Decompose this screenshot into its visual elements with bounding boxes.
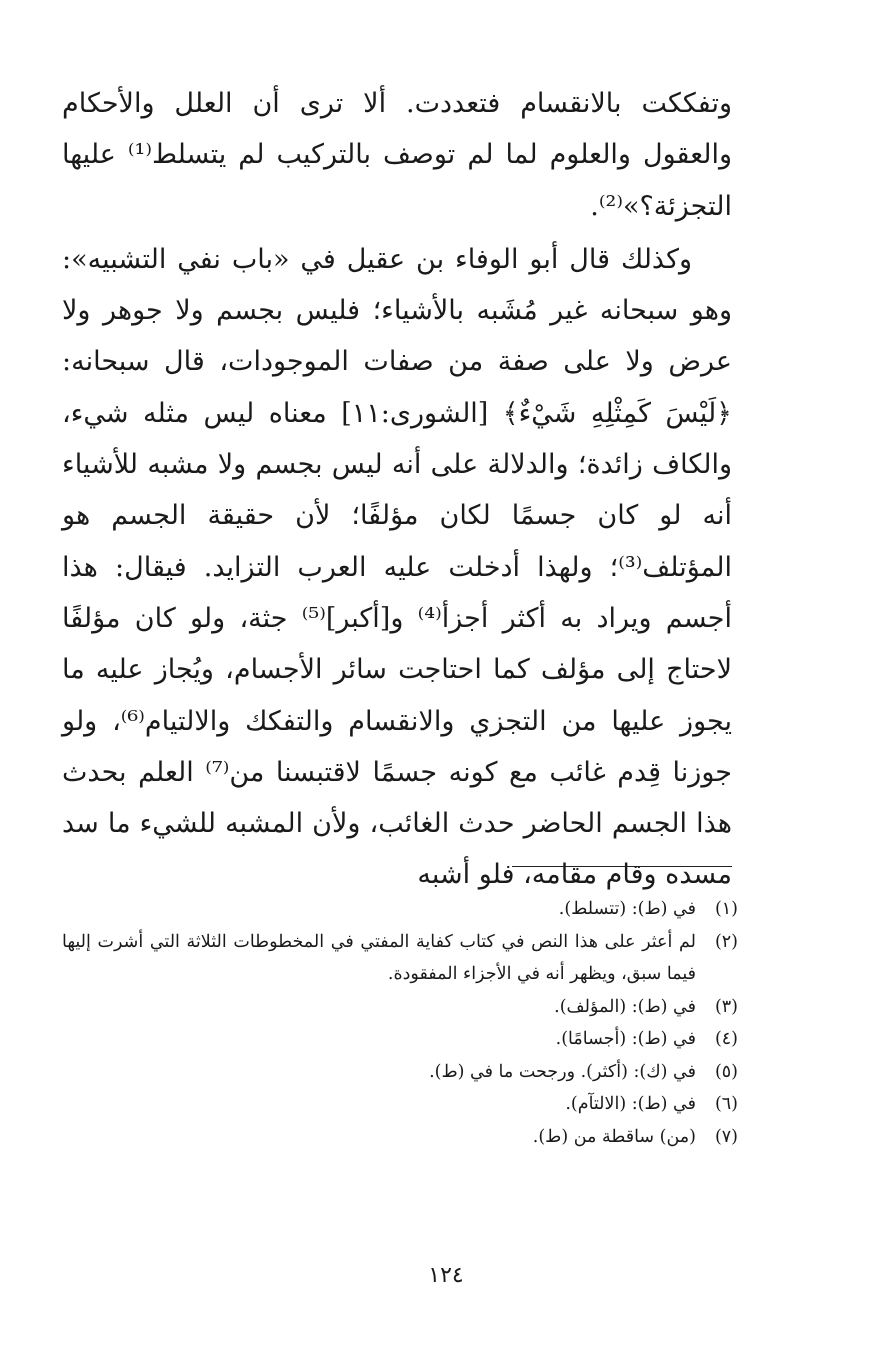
paragraph-2: وكذلك قال أبو الوفاء بن عقيل في «باب نفي التشبيه»: وهو سبحانه غير مُشَبه بالأشياء؛ فليس بجسم ولا جوهر ولا عرض ولا على صفة من صفات الموجودات، قال سبحانه: ﴿لَيْسَ كَمِثْلِهِ شَيْءٌ﴾ [الشورى:١١] معناه ليس مثله شيء، والكاف زائدة؛ والدلالة على أنه ليس بجسم ولا مشبه للأشياء أنه لو كان جسمًا لكان مؤلفًا؛ لأن حقيقة الجسم هو المؤتلف⁽³⁾؛ ولهذا أدخلت عليه العرب التزايد. فيقال: هذا أجسم ويراد به أكثر أجزأ⁽⁴⁾ و[أكبر]⁽⁵⁾ جثة، ولو كان مؤلفًا لاحتاج إلى مؤلف كما احتاجت سائر الأجسام، ويُجاز عليه ما يجوز عليها من التجزي والانقسام والتفكك والالتيام⁽⁶⁾، ولو جوزنا قِدم غائب مع كونه جسمًا لاقتبسنا من⁽⁷⁾ العلم بحدث هذا الجسم الحاضر حدث الغائب، ولأن المشبه للشيء ما سد مسده وقام مقامه، فلو أشبه bbox=[62, 243, 733, 891]
footnote-number: (٥) bbox=[714, 1061, 738, 1082]
footnote-separator bbox=[512, 866, 732, 867]
footnote-6 bbox=[62, 1088, 738, 1121]
footnote-text: (من) ساقطة من (ط). bbox=[532, 1126, 696, 1147]
footnote-5 bbox=[62, 1056, 738, 1089]
footnote-text: في (ط): (المؤلف). bbox=[554, 996, 696, 1017]
main-text bbox=[62, 78, 732, 901]
paragraph-1: وتفككت بالانقسام فتعددت. ألا ترى أن العلل والأحكام والعقول والعلوم لما لم توصف بالتركيب لم يتسلط⁽¹⁾ عليها التجزئة؟»⁽²⁾. bbox=[62, 88, 732, 222]
footnote-text: لم أعثر على هذا النص في كتاب كفاية المفتي في المخطوطات الثلاثة التي أشرت إليها فيما سبق، ويظهر أنه في الأجزاء المفقودة. bbox=[62, 931, 696, 984]
footnotes bbox=[62, 893, 738, 1153]
footnote-number: (٦) bbox=[714, 1094, 738, 1114]
footnote-text: في (ط): (تتسلط). bbox=[558, 899, 696, 919]
footnote-1 bbox=[62, 893, 738, 926]
page-number: ١٢٤ bbox=[428, 1263, 464, 1288]
footnote-2 bbox=[62, 926, 738, 991]
footnote-text: في (ك): (أكثر). ورجحت ما في (ط). bbox=[429, 1061, 696, 1082]
footnote-number: (٢) bbox=[714, 931, 738, 952]
footnote-text: في (ط): (الالتآم). bbox=[565, 1094, 696, 1114]
footnote-number: (٤) bbox=[714, 1029, 738, 1049]
footnote-7 bbox=[62, 1121, 738, 1154]
footnote-number: (٧) bbox=[714, 1126, 738, 1147]
footnote-number: (١) bbox=[714, 899, 738, 919]
footnote-number: (٣) bbox=[714, 996, 738, 1017]
footnote-text: في (ط): (أجسامًا). bbox=[555, 1029, 696, 1049]
footnote-3 bbox=[62, 991, 738, 1024]
footnote-4 bbox=[62, 1023, 738, 1056]
